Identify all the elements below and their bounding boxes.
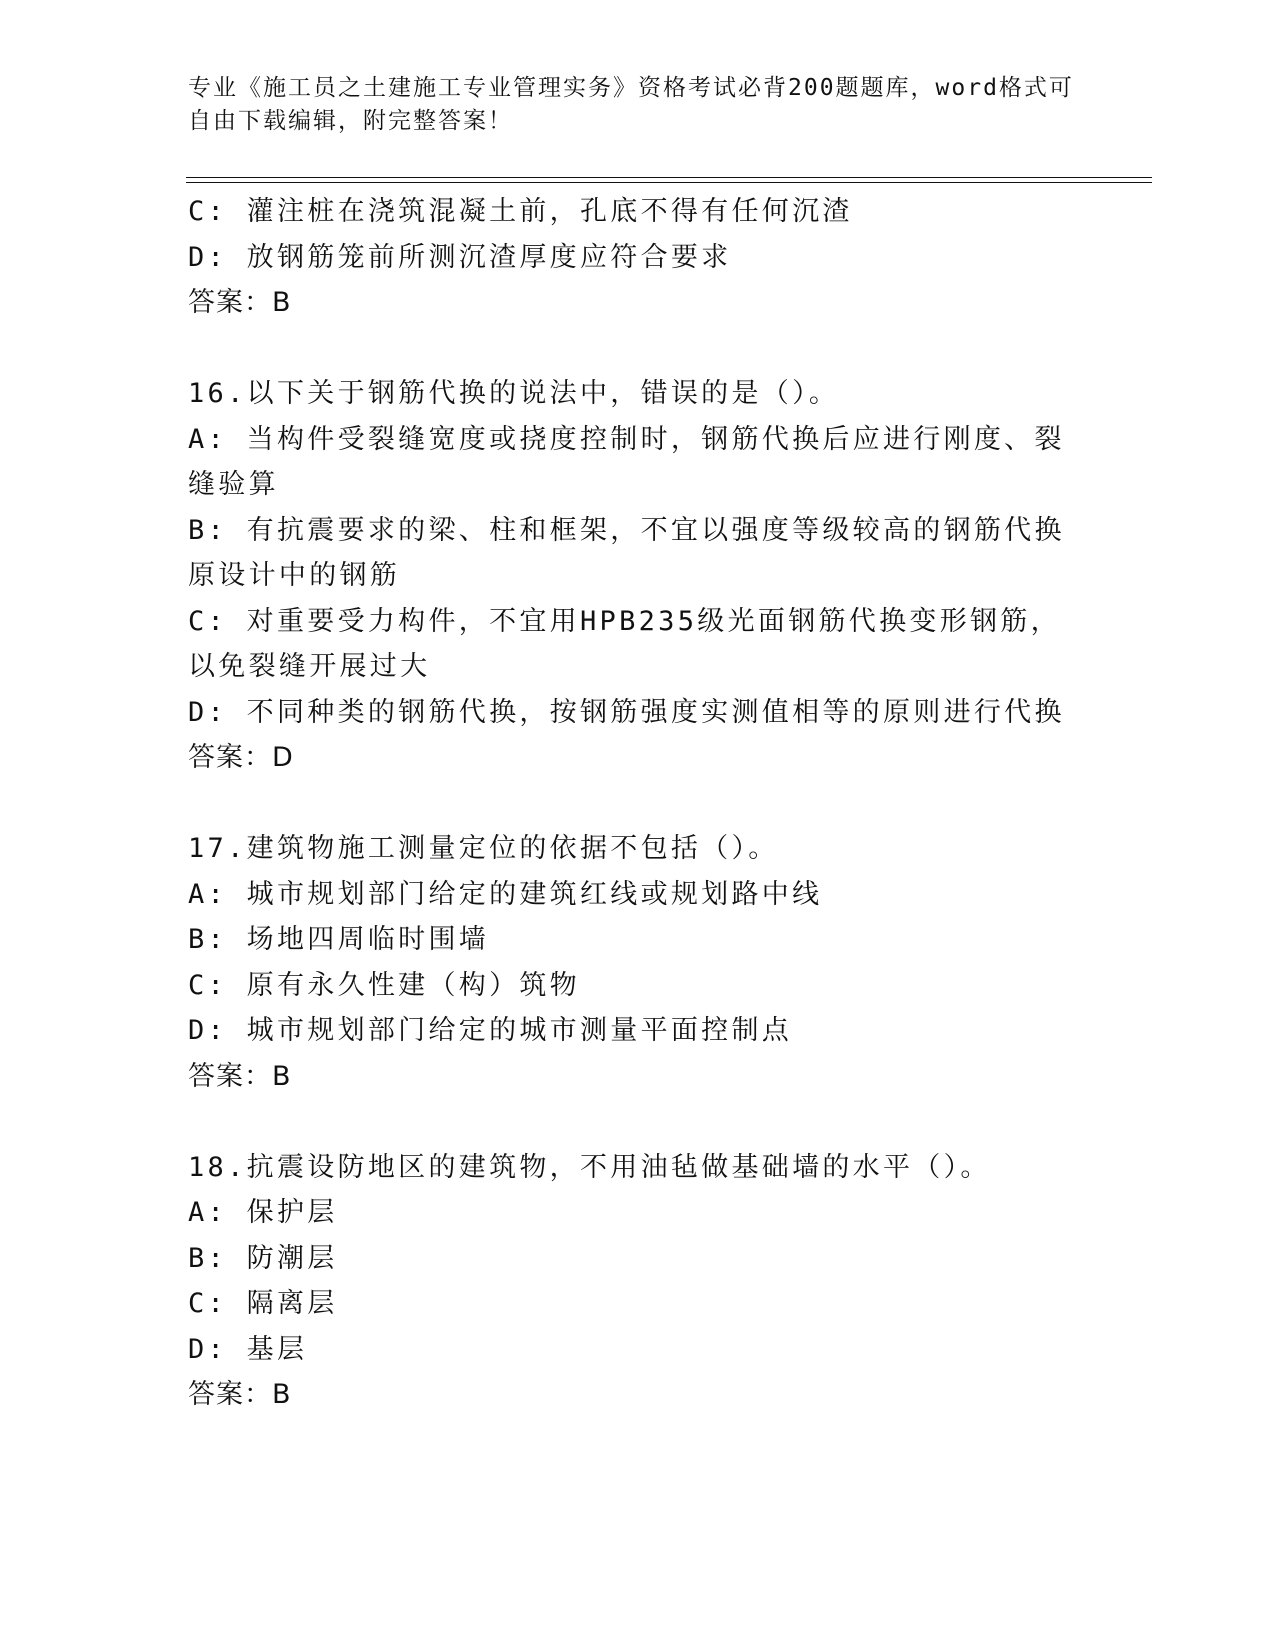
spacer: [188, 781, 1088, 827]
document-header: 专业《施工员之土建施工专业管理实务》资格考试必背200题题库，word格式可自由下载编辑，附完整答案！: [188, 75, 1074, 134]
header-rule-top: [186, 177, 1152, 178]
option-d: D: 放钢筋笼前所测沉渣厚度应符合要求: [188, 241, 732, 273]
question-18: [188, 1145, 1088, 1418]
option-a: A: 城市规划部门给定的建筑红线或规划路中线: [188, 878, 823, 910]
option-b: B: 场地四周临时围墙: [188, 924, 490, 955]
option-c-text: C: 对重要受力构件，不宜用HPB235级光面钢筋代换变形钢筋，以免裂缝开展过大: [188, 605, 1061, 682]
answer-line: 答案：B: [188, 287, 292, 318]
answer-line: 答案：B: [188, 1379, 292, 1410]
option-d: D: 不同种类的钢筋代换，按钢筋强度实测值相等的原则进行代换: [188, 696, 1065, 728]
option-b-text: B: 有抗震要求的梁、柱和框架，不宜以强度等级较高的钢筋代换原设计中的钢筋: [188, 514, 1065, 591]
spacer: [188, 1099, 1088, 1145]
option-d: D: 城市规划部门给定的城市测量平面控制点: [188, 1015, 793, 1046]
question-17: [188, 826, 1088, 1099]
option-d: D: 基层: [188, 1333, 308, 1365]
question-stem: 17.建筑物施工测量定位的依据不包括（）。: [188, 833, 779, 864]
option-c: [188, 599, 1088, 690]
option-c: C: 灌注桩在浇筑混凝土前，孔底不得有任何沉渣: [188, 196, 853, 227]
option-a-text: A: 当构件受裂缝宽度或挠度控制时，钢筋代换后应进行刚度、裂缝验算: [188, 423, 1065, 500]
question-content: [188, 189, 1088, 1418]
previous-question-tail: [188, 189, 1088, 326]
question-stem: 16.以下关于钢筋代换的说法中，错误的是（）。: [188, 378, 840, 409]
option-a: [188, 417, 1088, 508]
option-b: B: 防潮层: [188, 1242, 338, 1274]
option-c: C: 隔离层: [188, 1288, 338, 1319]
question-stem: 18.抗震设防地区的建筑物，不用油毡做基础墙的水平（）。: [188, 1151, 991, 1183]
answer-line: 答案：B: [188, 1060, 292, 1092]
spacer: [188, 326, 1088, 372]
option-b: [188, 508, 1088, 599]
option-a: A: 保护层: [188, 1197, 338, 1228]
answer-line: 答案：D: [188, 742, 294, 773]
question-16: [188, 371, 1088, 781]
header-rule-bottom: [186, 182, 1152, 183]
option-c: C: 原有永久性建（构）筑物: [188, 969, 580, 1001]
